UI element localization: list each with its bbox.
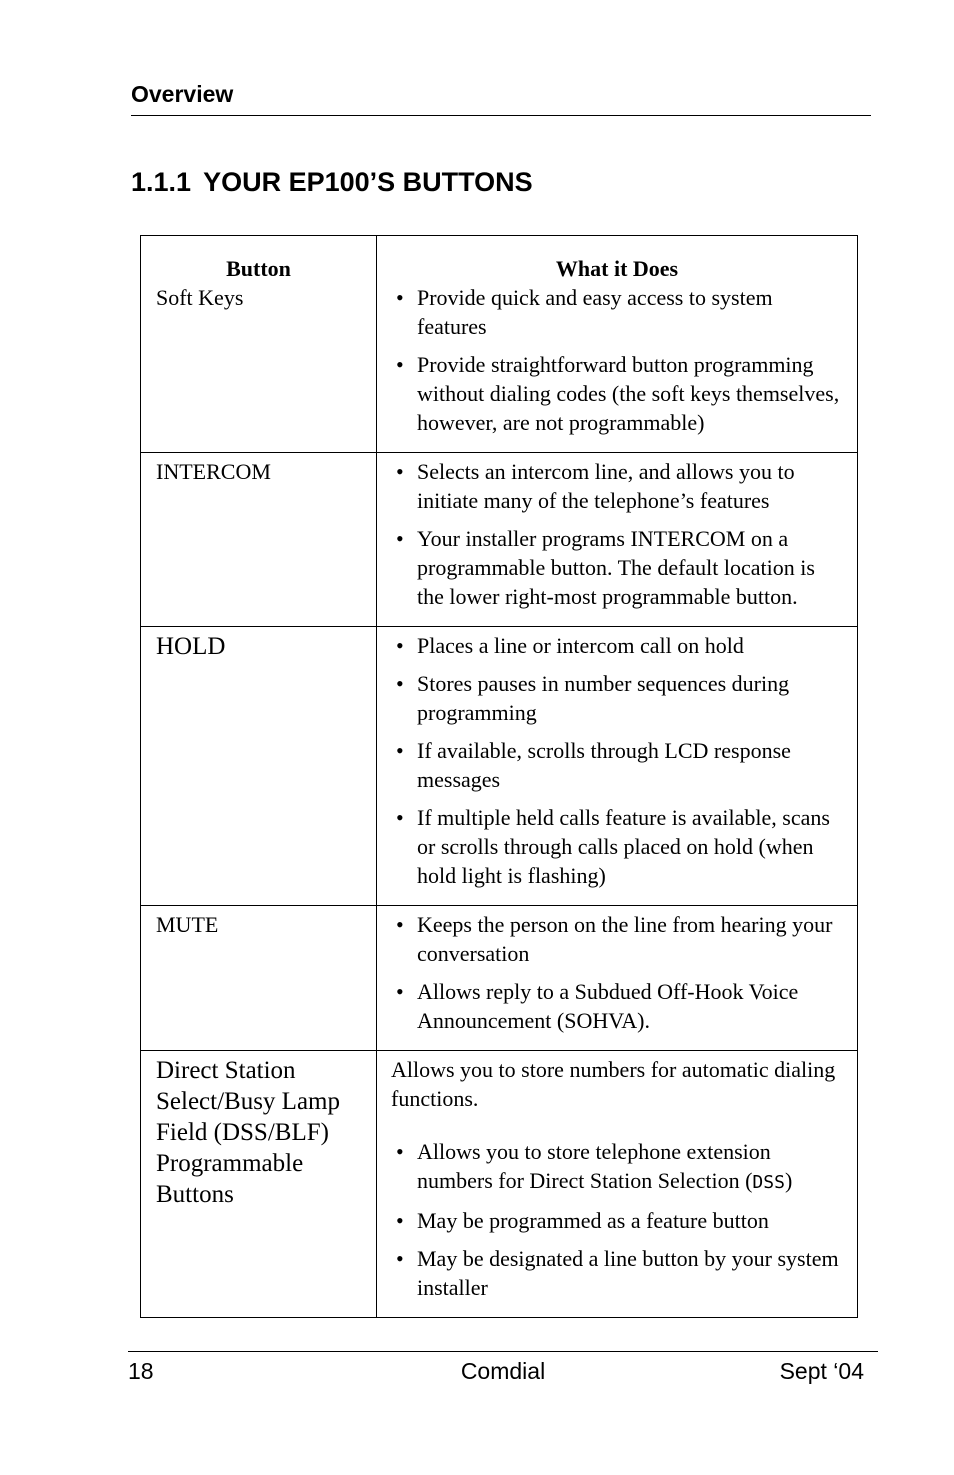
table-row — [141, 453, 858, 627]
button-name-cell: HOLD — [141, 627, 377, 906]
footer-date: Sept ‘04 — [779, 1358, 864, 1384]
bullet-list — [391, 457, 845, 611]
bullet-list — [391, 283, 845, 437]
list-item: • If multiple held calls feature is available, scans or scrolls through calls placed on hold (when hold light is flashing) — [391, 803, 845, 890]
list-item: • May be designated a line button by your system installer — [391, 1244, 845, 1302]
section-number: 1.1.1 — [131, 167, 192, 197]
list-item: • Provide quick and easy access to system features — [391, 283, 845, 341]
table-row — [141, 1051, 858, 1318]
list-item: • Selects an intercom line, and allows you to initiate many of the telephone’s features — [391, 457, 845, 515]
table-row — [141, 283, 858, 453]
list-item-tail: ) — [784, 1168, 793, 1193]
bullet-list — [391, 1137, 845, 1302]
description-cell — [377, 906, 858, 1051]
list-item: • Places a line or intercom call on hold — [391, 631, 845, 660]
list-item: • Stores pauses in number sequences during programming — [391, 669, 845, 727]
section-title — [131, 166, 533, 198]
description-cell — [377, 627, 858, 906]
button-name-cell: MUTE — [141, 906, 377, 1051]
column-header-button: Button — [141, 236, 377, 284]
button-name-cell: Soft Keys — [141, 283, 377, 453]
page-number: 18 — [128, 1358, 154, 1384]
table-row — [141, 906, 858, 1051]
table-header-row — [141, 236, 858, 284]
button-name-cell: INTERCOM — [141, 453, 377, 627]
section-title-text: YOUR EP100’S BUTTONS — [203, 167, 533, 197]
footer-company: Comdial — [460, 1358, 546, 1384]
list-item: • If available, scrolls through LCD response messages — [391, 736, 845, 794]
column-header-what-it-does: What it Does — [377, 236, 858, 284]
list-item-text: Allows you to store telephone extension numbers for Direct Station Selection ( — [417, 1139, 771, 1193]
buttons-table — [140, 235, 858, 1318]
bullet-list — [391, 631, 845, 890]
dss-abbreviation: DSS — [752, 1172, 785, 1193]
list-item: • Keeps the person on the line from hearing your conversation — [391, 910, 845, 968]
running-header — [131, 80, 871, 116]
list-item: • Provide straightforward button programming without dialing codes (the soft keys themselves, however, are not programmable) — [391, 350, 845, 437]
list-item — [391, 1137, 845, 1197]
bullet-list — [391, 910, 845, 1035]
list-item: • Allows reply to a Subdued Off-Hook Voice Announcement (SOHVA). — [391, 977, 845, 1035]
header-label: Overview — [131, 81, 234, 107]
table-row — [141, 627, 858, 906]
description-cell — [377, 1051, 858, 1318]
running-footer — [128, 1351, 878, 1386]
description-cell — [377, 283, 858, 453]
list-item: • May be programmed as a feature button — [391, 1206, 845, 1235]
button-name-cell: Direct Station Select/Busy Lamp Field (DSS/BLF) Programmable Buttons — [141, 1051, 377, 1318]
description-cell — [377, 453, 858, 627]
description-intro: Allows you to store numbers for automatic dialing functions. — [391, 1057, 836, 1111]
list-item: • Your installer programs INTERCOM on a programmable button. The default location is the lower right-most programmable button. — [391, 524, 845, 611]
